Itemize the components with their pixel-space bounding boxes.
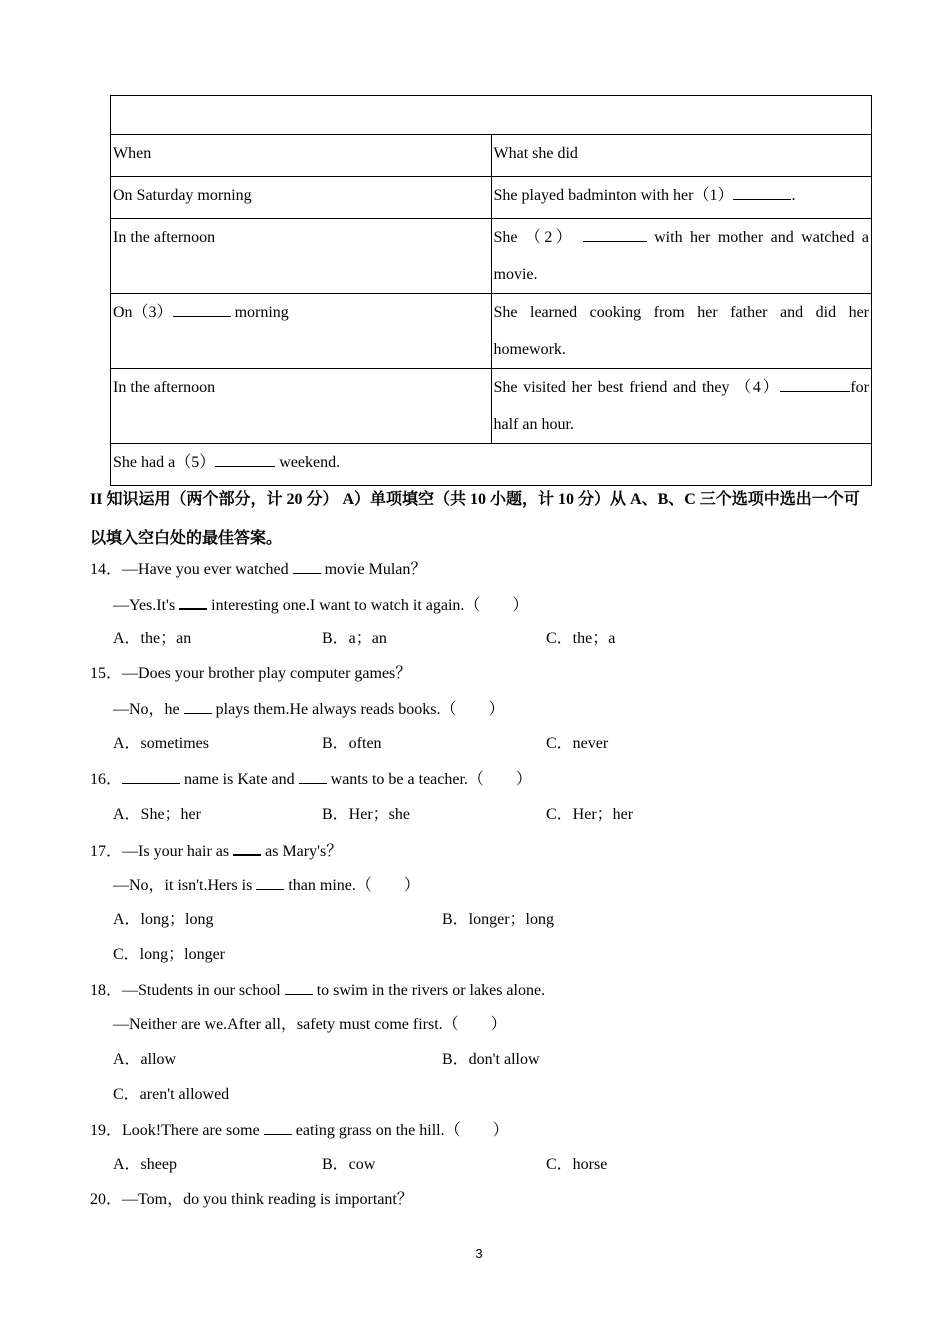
option-c[interactable]: C．aren't allowed — [113, 1086, 230, 1103]
question-number: 18． — [90, 982, 123, 999]
answer-blank-1[interactable] — [733, 185, 791, 200]
answer-blank[interactable] — [256, 875, 284, 890]
question-number: 16． — [90, 771, 123, 788]
question-17-reply — [113, 875, 420, 896]
cell-what — [491, 219, 872, 294]
cell-text: . — [791, 187, 796, 204]
header-when: When — [111, 135, 492, 177]
option-a[interactable]: A．long；long — [113, 911, 214, 928]
question-15 — [90, 664, 411, 684]
question-text: Look!There are some — [122, 1122, 260, 1139]
page-number: 3 — [475, 1246, 483, 1261]
table-title-cell — [111, 96, 872, 135]
answer-blank[interactable] — [122, 769, 180, 784]
option-c[interactable]: C．horse — [546, 1156, 608, 1173]
cell-text: with her mother and watched a movie. — [493, 229, 869, 283]
option-a[interactable]: A．the；an — [113, 630, 192, 647]
question-14 — [90, 559, 426, 580]
option-a[interactable]: A．allow — [113, 1051, 177, 1068]
question-15-reply — [113, 699, 505, 720]
answer-blank[interactable] — [264, 1120, 292, 1135]
answer-blank[interactable] — [285, 980, 313, 995]
answer-blank-2[interactable] — [583, 227, 647, 242]
question-20 — [90, 1190, 413, 1210]
answer-blank-3[interactable] — [173, 302, 231, 317]
answer-blank[interactable] — [179, 594, 207, 610]
cell-text: She played badminton with her（1） — [493, 187, 734, 204]
option-c[interactable]: C．long；longer — [113, 946, 225, 963]
cell-when: In the afternoon — [111, 219, 492, 294]
table-header-row — [111, 135, 872, 177]
question-16 — [90, 769, 532, 790]
answer-blank[interactable] — [184, 699, 212, 714]
cell-what — [491, 177, 872, 219]
question-19 — [90, 1120, 509, 1141]
option-b[interactable]: B．cow — [322, 1156, 376, 1173]
option-b[interactable]: B．often — [322, 735, 382, 752]
question-text: —Yes.It's — [113, 597, 176, 614]
table-row — [111, 369, 872, 444]
cell-text: On（3） — [113, 304, 173, 321]
question-14-reply — [113, 594, 528, 616]
question-number: 14． — [90, 561, 123, 578]
question-text: as Mary's？ — [261, 843, 343, 860]
answer-blank[interactable] — [299, 769, 327, 784]
cell-when: In the afternoon — [111, 369, 492, 444]
question-text: plays them.He always reads books.（ ） — [211, 701, 505, 718]
question-text: —Does your brother play computer games？ — [122, 665, 412, 682]
cell-text: morning — [230, 304, 289, 321]
answer-blank[interactable] — [293, 559, 321, 574]
question-text: than mine.（ ） — [284, 877, 420, 894]
option-c[interactable]: C．never — [546, 735, 609, 752]
question-text: —Is your hair as — [122, 843, 230, 860]
question-number: 19． — [90, 1122, 123, 1139]
question-text: —Students in our school — [122, 982, 281, 999]
option-a[interactable]: A．She；her — [113, 806, 201, 823]
option-a[interactable]: A．sometimes — [113, 735, 209, 752]
cell-text: She （2） — [493, 229, 576, 246]
cell-text: She had a（5） — [113, 454, 216, 471]
question-text: wants to be a teacher.（ ） — [326, 771, 532, 788]
cell-what — [491, 369, 872, 444]
question-text: —Have you ever watched — [122, 561, 289, 578]
answer-blank-4[interactable] — [780, 377, 850, 392]
cell-what: She learned cooking from her father and did her homework. — [491, 294, 872, 369]
question-text: —Neither are we.After all，safety must come first.（ ） — [113, 1016, 507, 1033]
option-b[interactable]: B．don't allow — [442, 1051, 540, 1068]
question-18-reply — [113, 1015, 507, 1035]
question-text: —No，it isn't.Hers is — [113, 877, 253, 894]
cell-text: for half an hour. — [493, 379, 869, 433]
cell-text: weekend. — [275, 454, 341, 471]
option-b[interactable]: B．a；an — [322, 630, 387, 647]
question-number: 15． — [90, 665, 123, 682]
cell-text: She visited her best friend and they （4） — [493, 379, 781, 396]
table-row — [111, 219, 872, 294]
option-c[interactable]: C．the；a — [546, 630, 616, 647]
answer-blank-5[interactable] — [215, 452, 275, 467]
question-text: movie Mulan？ — [320, 561, 427, 578]
option-a[interactable]: A．sheep — [113, 1156, 177, 1173]
question-text: eating grass on the hill.（ ） — [291, 1122, 509, 1139]
question-text: —No，he — [113, 701, 180, 718]
cell-when — [111, 294, 492, 369]
question-text: to swim in the rivers or lakes alone. — [312, 982, 546, 999]
header-what: What she did — [491, 135, 872, 177]
table-row — [111, 177, 872, 219]
question-18 — [90, 980, 545, 1001]
cell-when: On Saturday morning — [111, 177, 492, 219]
table-title-row — [111, 96, 872, 135]
weekend-table — [110, 95, 872, 486]
option-b[interactable]: B．Her；she — [322, 806, 410, 823]
question-text: —Tom，do you think reading is important？ — [122, 1191, 413, 1208]
question-17 — [90, 840, 342, 862]
question-text: interesting one.I want to watch it again.（ ） — [207, 597, 529, 614]
table-row — [111, 294, 872, 369]
section-heading: II 知识运用（两个部分，计 20 分） A）单项填空（共 10 小题，计 10 分）从 A、B、C 三个选项中选出一个可以填入空白处的最佳答案。 — [90, 491, 860, 547]
option-c[interactable]: C．Her；her — [546, 806, 634, 823]
question-number: 20． — [90, 1191, 123, 1208]
answer-blank[interactable] — [233, 840, 261, 856]
question-text: name is Kate and — [180, 771, 295, 788]
question-number: 17． — [90, 843, 123, 860]
option-b[interactable]: B．longer；long — [442, 911, 554, 928]
